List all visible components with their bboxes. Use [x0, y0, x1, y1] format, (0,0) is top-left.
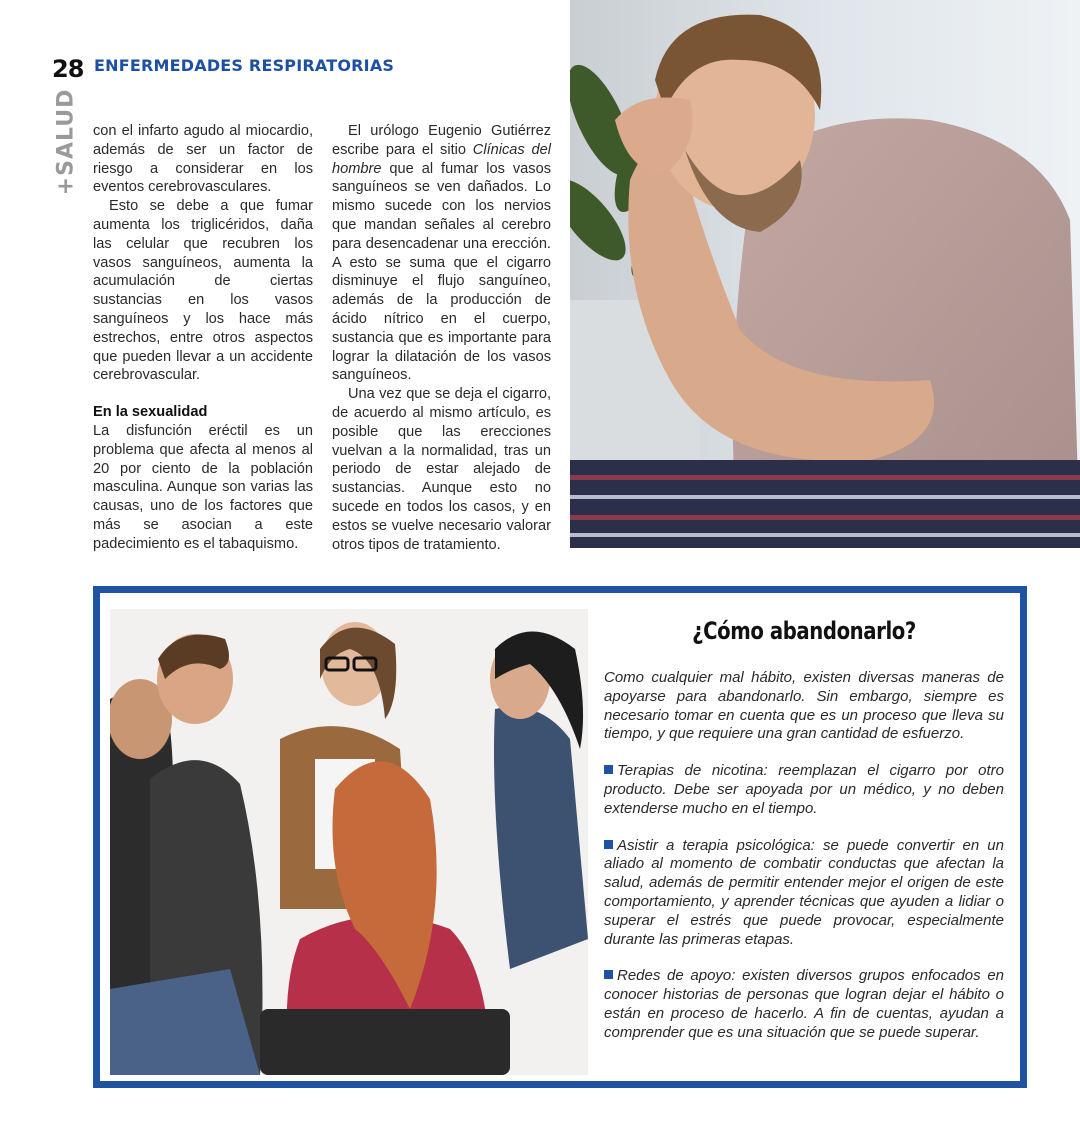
paragraph: La disfunción eréctil es un problema que afecta al menos al 20 por ciento de la población masculina. Aunque son varias las causas, uno de los factores que más se asocian a este padecimiento es el tabaquismo.	[93, 422, 313, 552]
list-item	[604, 762, 1004, 818]
source-name-italic: Clínicas del hombre	[332, 141, 551, 177]
paragraph	[332, 122, 551, 385]
list-item-text: Redes de apoyo: existen diversos grupos enfocados en conocer historias de personas que logran dejar el hábito o están en proceso de hacerlo. A fin de cuentas, ayudan a comprender que es una situación que se puede superar.	[604, 967, 1004, 1041]
text-run: El urólogo Eugenio Gutiérrez escribe para el sitio	[332, 123, 551, 158]
sidebar-box-como-abandonarlo	[93, 586, 1027, 1088]
list-item-text: Asistir a terapia psicológica: se puede convertir en un aliado al momento de combatir conductas que afectan la salud, además de permitir entender mejor el origen de este comportamiento, y aprender técnicas que ayuden a lidiar o superar el estrés que puede provocar, especialmente durante las primeras etapas.	[604, 836, 1004, 948]
list-item-text: Terapias de nicotina: reemplazan el cigarro por otro producto. Debe ser apoyada por un médico, y no deben extenderse mucho en el tiempo.	[604, 762, 1004, 817]
section-label-text: +SALUD	[53, 88, 79, 196]
group-therapy-photo	[110, 609, 588, 1075]
article-column-1	[93, 122, 313, 554]
sidebar-body	[604, 669, 1004, 1061]
hero-photo-man-thinking	[570, 0, 1080, 548]
sidebar-intro: Como cualquier mal hábito, existen diversas maneras de apoyarse para abandonarlo. Sin embargo, siempre es necesario tomar en cuenta que es un proceso que lleva su tiempo, y que requiere una gran cantidad de esfuerzo.	[604, 669, 1004, 743]
list-item	[604, 967, 1004, 1042]
sidebar-title: ¿Cómo abandonarlo?	[692, 617, 916, 645]
paragraph: con el infarto agudo al miocardio, además de ser un factor de riesgo a considerar en los eventos cerebrovasculares.	[93, 123, 313, 196]
square-bullet-icon	[604, 765, 613, 774]
square-bullet-icon	[604, 840, 613, 849]
article-column-2	[332, 122, 551, 554]
paragraph: Una vez que se deja el cigarro, de acuerdo al mismo artículo, es posible que las erecciones vuelvan a la normalidad, tras un periodo de estar alejado de sustancias. Aunque esto no sucede en todos los casos, y en estos se vuelve necesario valorar otros tipos de tratamiento.	[332, 386, 551, 553]
square-bullet-icon	[604, 970, 613, 979]
subheading-sexualidad: En la sexualidad	[93, 404, 208, 421]
section-title: ENFERMEDADES RESPIRATORIAS	[94, 56, 395, 75]
page-number: 28	[52, 55, 84, 83]
list-item	[604, 837, 1004, 950]
text-run: que al fumar los vasos sanguíneos se ven dañados. Lo mismo sucede con los nervios que mandan señales al cerebro para desencadenar una erección. A esto se suma que el cigarro disminuye el flujo sanguíneo, además de la producción de ácido nítrico en el cuerpo, sustancia que es importante para lograr la dilatación de los vasos sanguíneos.	[332, 160, 551, 384]
section-label-vertical	[52, 86, 80, 198]
paragraph: Esto se debe a que fumar aumenta los triglicéridos, daña las celular que recubren los vasos sanguíneos, aumenta la acumulación de ciertas sustancias en los vasos sanguíneos y los hace más estrechos, entre otros aspectos que pueden llevar a un accidente cerebrovascular.	[93, 198, 313, 384]
